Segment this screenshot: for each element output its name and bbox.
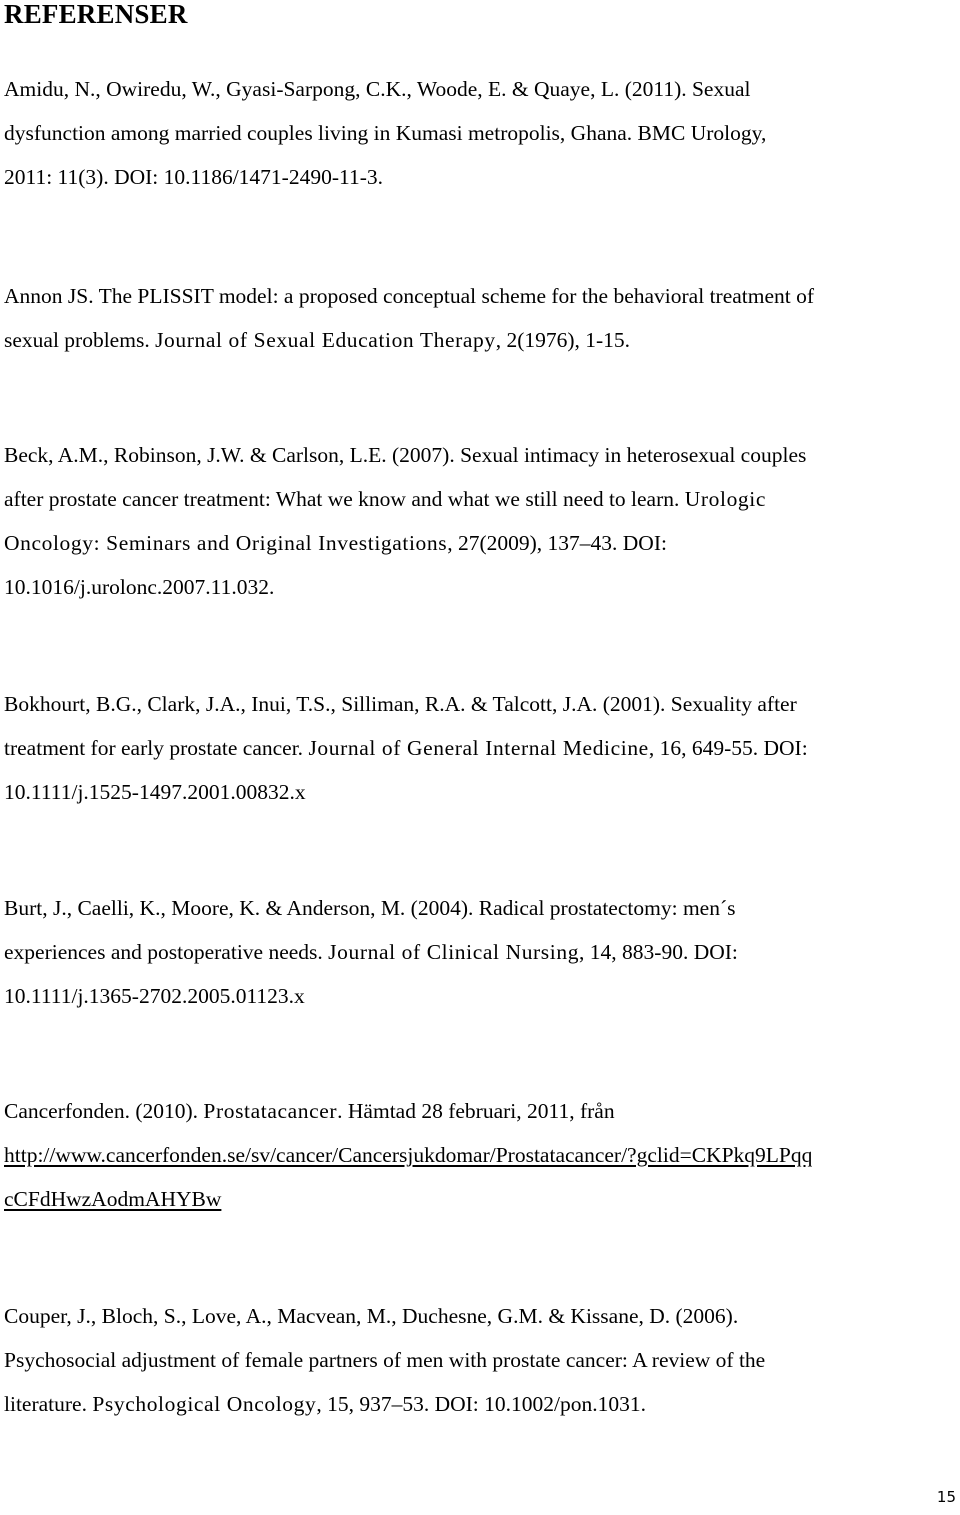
reference-text: Annon JS. The PLISSIT model: a proposed conceptual scheme for the behavioral treatment of (4, 284, 815, 308)
reference-entry (4, 1294, 960, 1426)
reference-text: treatment for early prostate cancer. (4, 736, 309, 760)
references-heading: REFERENSER (4, 0, 188, 29)
reference-text: literature. (4, 1392, 93, 1416)
reference-text: , 15, 937–53. DOI: 10.1002/pon.1031. (316, 1392, 647, 1416)
reference-entry (4, 433, 960, 609)
reference-text: Amidu, N., Owiredu, W., Gyasi-Sarpong, C.K., Woode, E. & Quaye, L. (2011). Sexual (4, 77, 751, 101)
journal-title: Journal of Sexual Education Therapy (155, 328, 496, 352)
reference-text: 10.1111/j.1525-1497.2001.00832.x (4, 780, 306, 804)
reference-text: 2011: 11(3). DOI: 10.1186/1471-2490-11-3. (4, 165, 383, 189)
reference-entry (4, 682, 960, 814)
reference-text: Burt, J., Caelli, K., Moore, K. & Anderson, M. (2004). Radical prostatectomy: men´s (4, 896, 736, 920)
reference-text: . Hämtad 28 februari, 2011, från (337, 1099, 615, 1123)
reference-text: 10.1111/j.1365-2702.2005.01123.x (4, 984, 305, 1008)
reference-text: dysfunction among married couples living in Kumasi metropolis, Ghana. BMC Urology, (4, 121, 767, 145)
reference-link[interactable]: http://www.cancerfonden.se/sv/cancer/Cancersjukdomar/Prostatacancer/?gclid=CKPkq9LPqq (4, 1143, 813, 1167)
journal-title: Urologic (684, 487, 766, 511)
reference-text: , 16, 649-55. DOI: (648, 736, 808, 760)
reference-text: , 14, 883-90. DOI: (579, 940, 738, 964)
reference-text: Bokhourt, B.G., Clark, J.A., Inui, T.S., Silliman, R.A. & Talcott, J.A. (2001). Sexuality after (4, 692, 797, 716)
reference-text: Psychosocial adjustment of female partners of men with prostate cancer: A review of the (4, 1348, 766, 1372)
reference-link[interactable]: cCFdHwzAodmAHYBw (4, 1187, 222, 1211)
reference-text: Couper, J., Bloch, S., Love, A., Macvean, M., Duchesne, G.M. & Kissane, D. (2006). (4, 1304, 739, 1328)
reference-entry (4, 1089, 960, 1221)
journal-title: Journal of General Internal Medicine (308, 736, 649, 760)
journal-title: Psychological Oncology (92, 1392, 317, 1416)
journal-title: Prostatacancer (203, 1099, 338, 1123)
page-number: 15 (936, 1488, 956, 1506)
reference-text: Beck, A.M., Robinson, J.W. & Carlson, L.E. (2007). Sexual intimacy in heterosexual couples (4, 443, 807, 467)
reference-text: 10.1016/j.urolonc.2007.11.032. (4, 575, 275, 599)
reference-text: , 2(1976), 1-15. (495, 328, 631, 352)
reference-text: sexual problems. (4, 328, 156, 352)
reference-entry (4, 274, 960, 362)
reference-text: after prostate cancer treatment: What we know and what we still need to learn. (4, 487, 685, 511)
journal-title: Oncology: Seminars and Original Investigations (4, 531, 448, 555)
journal-title: Journal of Clinical Nursing (328, 940, 580, 964)
reference-text: experiences and postoperative needs. (4, 940, 329, 964)
reference-text: Cancerfonden. (2010). (4, 1099, 204, 1123)
reference-entry (4, 67, 960, 199)
reference-text: , 27(2009), 137–43. DOI: (447, 531, 667, 555)
reference-entry (4, 886, 960, 1018)
